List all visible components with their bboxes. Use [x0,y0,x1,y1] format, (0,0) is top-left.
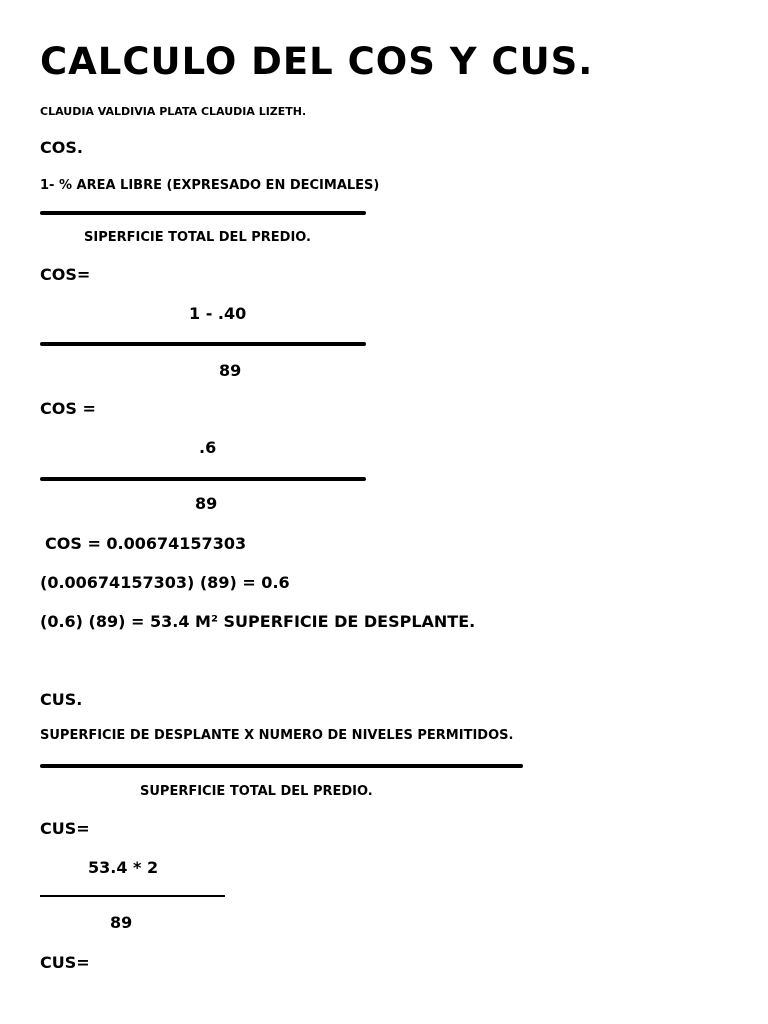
cos-label-1: COS= [40,265,91,284]
cos-step1-numerator: 1 - .40 [189,304,247,323]
cus-step1-denominator: 89 [110,913,133,932]
cos-surface: (0.6) (89) = 53.4 M² SUPERFICIE DE DESPLANTE. [40,612,476,631]
cos-step1-fraction-bar [40,342,366,346]
page-title: CALCULO DEL COS Y CUS. [40,40,594,83]
cos-step2-numerator: .6 [199,438,217,457]
cos-formula-denominator: SIPERFICIE TOTAL DEL PREDIO. [84,230,311,245]
cos-formula-fraction-bar [40,211,366,215]
cus-formula-numerator: SUPERFICIE DE DESPLANTE X NUMERO DE NIVELES PERMITIDOS. [40,728,514,743]
cus-formula-fraction-bar [40,764,523,768]
cus-heading: CUS. [40,690,83,709]
cos-result: COS = 0.00674157303 [45,534,247,553]
cus-label-1: CUS= [40,819,90,838]
cos-label-2: COS = [40,399,96,418]
cus-step1-fraction-bar [40,895,225,897]
cos-step2-denominator: 89 [195,494,218,513]
author-line: CLAUDIA VALDIVIA PLATA CLAUDIA LIZETH. [40,105,307,118]
cos-step1-denominator: 89 [219,361,242,380]
cos-formula-numerator: 1- % AREA LIBRE (EXPRESADO EN DECIMALES) [40,178,380,193]
cos-check: (0.00674157303) (89) = 0.6 [40,573,290,592]
cus-step1-numerator: 53.4 * 2 [88,858,159,877]
cus-label-2: CUS= [40,953,90,972]
cos-step2-fraction-bar [40,477,366,481]
cos-heading: COS. [40,138,83,157]
cus-formula-denominator: SUPERFICIE TOTAL DEL PREDIO. [140,784,373,799]
